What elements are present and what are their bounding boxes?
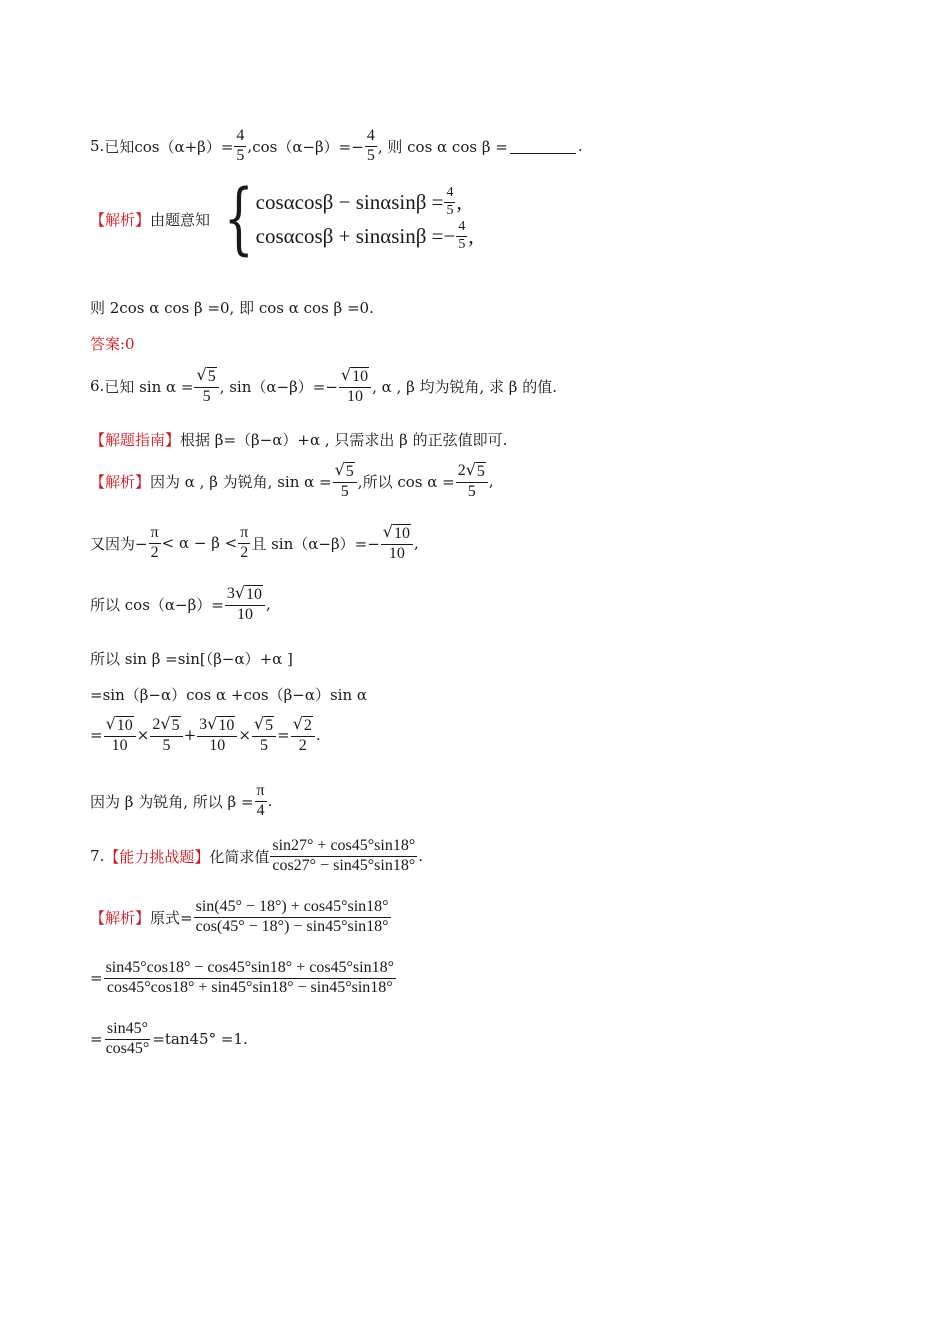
solution-tag: 【解析】 [90, 472, 151, 491]
q5-cos-sum: cos（α+β）= [134, 137, 234, 156]
fraction: √ 10 10 [339, 367, 371, 405]
q7-solution-line-2: = $\frac{\sin 45^\circ\cos 18^\circ - \cos 45^\circ\sin 18^\circ + \cos 45^\circ\sin 18^\circ}{\cos 45^\circ\cos 18^\circ + \sin 45^\circ\sin 18^\circ - \sin 45^\circ\sin 18^\circ}$ [90, 959, 395, 996]
system-row-1: cosαcosβ − sinαsinβ = $\frac{4}{5}$ , [255, 185, 462, 218]
q6-solution-line-4: 所以 sin β =sin[（β−α）+α ] [90, 650, 293, 668]
q7-solution-line-1: 【解析】 原式= $\frac{\sin(45^\circ - 18^\circ) + \cos 45^\circ\sin 18^\circ}{\cos(45^\circ - 18^\circ) - \sin 45^\circ\sin 18^\circ}$ [90, 898, 389, 935]
challenge-tag: 【能力挑战题】 [104, 847, 210, 866]
q6-number: 6. [90, 377, 105, 396]
q5-solution [90, 174, 474, 265]
hint-tag: 【解题指南】 [90, 431, 181, 449]
fraction: $\frac{\sin 45^\circ}{\cos 45^\circ}$ [105, 1020, 150, 1057]
fraction: √ 5 5 [252, 716, 276, 754]
fraction: √ 5 5 [333, 462, 357, 500]
solution-tag: 【解析】 [90, 210, 151, 229]
solution-text: 由题意知 [150, 210, 211, 229]
fraction: $\frac{4}{5}$ [366, 127, 375, 164]
left-brace: { [223, 174, 254, 265]
q7-solution-line-3: = $\frac{\sin 45^\circ}{\cos 45^\circ}$ =tan45° =1. [90, 1020, 248, 1057]
fraction: √ 10 10 [104, 716, 136, 754]
fraction: $\frac{\sin 45^\circ\cos 18^\circ - \cos 45^\circ\sin 18^\circ + \cos 45^\circ\sin 18^\circ}{\cos 45^\circ\cos 18^\circ + \sin 45^\circ\sin 18^\circ - \sin 45^\circ\sin 18^\circ}$ [105, 959, 395, 996]
q6-solution-line-7: 因为 β 为锐角, 所以 β = $\frac{\pi}{4}$ . [90, 782, 273, 819]
fraction: 3 √ 10 10 [197, 716, 237, 754]
q5-lead: 已知 [104, 137, 135, 156]
fraction: √ 5 5 [194, 367, 218, 405]
fraction: √ 10 10 [381, 524, 413, 562]
fraction: 2 √ 5 5 [456, 462, 488, 500]
q5-then-line: 则 2cos α cos β =0, 即 cos α cos β =0. [90, 299, 374, 317]
fraction: $\frac{\sin 27^\circ + \cos 45^\circ\sin 18^\circ}{\cos 27^\circ - \sin 45^\circ\sin 18^\circ}$ [272, 837, 416, 874]
q5-answer: 答案:0 [90, 335, 135, 353]
system-row-2: cosαcosβ + sinαsinβ =− $\frac{4}{5}$ , [255, 219, 474, 253]
fraction: $\frac{4}{5}$ [446, 185, 454, 218]
fraction: $\frac{\sin(45^\circ - 18^\circ) + \cos 45^\circ\sin 18^\circ}{\cos(45^\circ - 18^\circ) - \sin 45^\circ\sin 18^\circ}$ [195, 898, 389, 935]
fraction: $\frac{4}{5}$ [458, 219, 466, 253]
q5-cos-diff: cos（α−β）=− [252, 137, 364, 156]
fraction: √ 2 2 [291, 716, 315, 754]
q6-hint: 【解题指南】 根据 β=（β−α）+α , 只需求出 β 的正弦值即可. [90, 431, 508, 449]
q6-solution-line-1: 【解析】 因为 α , β 为锐角, sin α = √ 5 5 ,所以 cos α = 2 √ 5 5 , [90, 460, 494, 500]
fraction: $\frac{4}{5}$ [236, 127, 245, 164]
solution-tag: 【解析】 [90, 908, 151, 927]
q7-number: 7. [90, 847, 105, 866]
q6-line: 6. 已知 sin α = √ 5 5 , sin（α−β）=− √ 10 10 , α , β 均为锐角, 求 β 的值. [90, 365, 558, 405]
fraction: 2 √ 5 5 [150, 716, 182, 754]
q5-line: 5. 已知 cos（α+β）= $\frac{4}{5}$ , cos（α−β）=− $\frac{4}{5}$ , 则 cos α cos β = . [90, 127, 583, 164]
equation-system [214, 174, 474, 265]
q6-solution-line-5: =sin（β−α）cos α +cos（β−α）sin α [90, 686, 368, 704]
fraction: 3 √ 10 10 [225, 585, 265, 623]
q6-solution-line-6: = √ 10 10 × 2 √ 5 5 + 3 √ 10 10 × √ 5 5 = √ 2 2 . [90, 714, 321, 754]
fraction: $\frac{\pi}{2}$ [150, 523, 159, 561]
q7-line: 7. 【能力挑战题】 化简求值 $\frac{\sin 27^\circ + \cos 45^\circ\sin 18^\circ}{\cos 27^\circ - \sin 45^\circ\sin 18^\circ}$ . [90, 837, 424, 874]
fraction: $\frac{\pi}{2}$ [240, 523, 249, 561]
fraction: $\frac{\pi}{4}$ [256, 782, 265, 819]
q5-then: , 则 cos α cos β = [377, 137, 508, 156]
q6-solution-line-3: 所以 cos（α−β）= 3 √ 10 10 , [90, 583, 271, 623]
answer-blank [510, 139, 576, 154]
q6-solution-line-2: 又因为− $\frac{\pi}{2}$ < α − β < $\frac{\pi}{2}$ 且 sin（α−β）=− √ 10 10 , [90, 522, 419, 562]
q5-number: 5. [90, 137, 105, 156]
